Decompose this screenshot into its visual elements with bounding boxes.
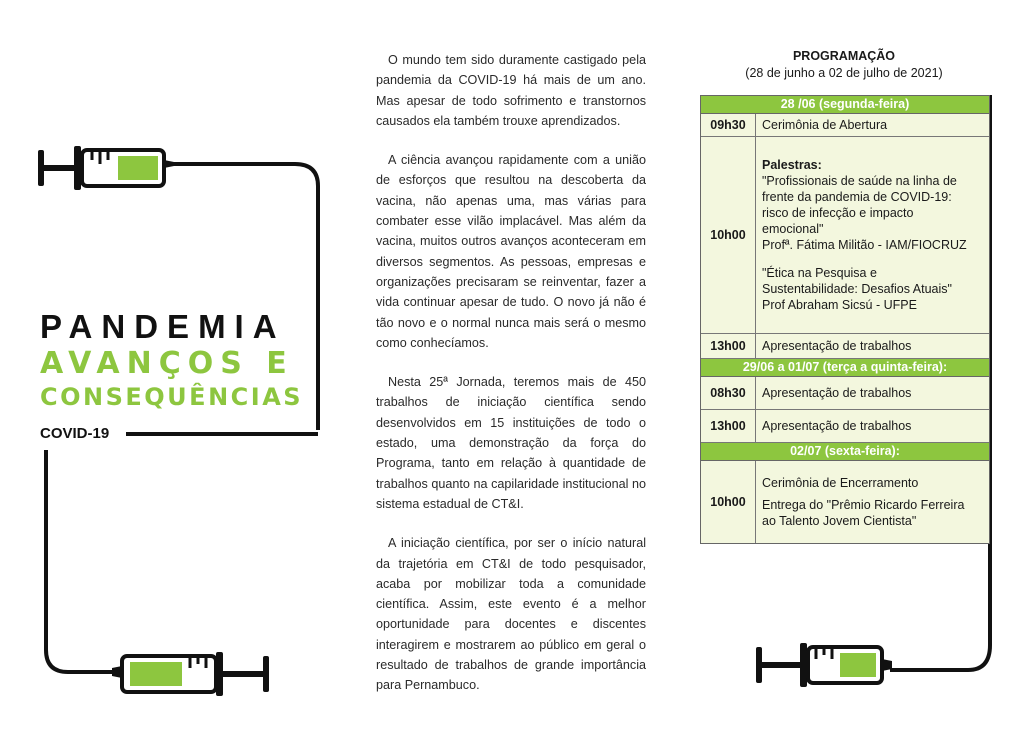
schedule-table xyxy=(700,95,990,544)
time-cell: 10h00 xyxy=(701,137,756,333)
paragraph: A iniciação científica, por ser o início natural da trajetória em CT&I de todo pesquisador, acaba por mobilizar toda a comunidade científica. Assim, este evento é a melhor oportunidade para docentes e discentes interagirem e mostrarem ao público em geral o resultado de trabalhos de grande importância para Pernambuco. xyxy=(376,536,646,693)
desc-cell xyxy=(756,410,989,442)
desc-text: Apresentação de trabalhos xyxy=(762,386,912,400)
table-row xyxy=(701,461,989,543)
paragraph: Nesta 25ª Jornada, teremos mais de 450 trabalhos de iniciação científica sendo desenvolvidos em 15 instituições de todo o estado, uma demonstração da força do Programa, tanto em relação à quantidade de trabalhos quanto na capilaridade institucional no sistema estadual de CT&I. xyxy=(376,375,646,511)
desc-cell xyxy=(756,137,989,333)
table-row xyxy=(701,334,989,359)
desc-cell xyxy=(756,334,989,358)
title-avancos: AVANÇOS E xyxy=(40,346,294,381)
day-header: 28 /06 (segunda-feira) xyxy=(701,96,989,114)
syringe-bottom-left-icon xyxy=(112,652,269,696)
day-header: 29/06 a 01/07 (terça a quinta-feira): xyxy=(701,359,989,377)
time-cell: 10h00 xyxy=(701,461,756,543)
program-dates: (28 de junho a 02 de julho de 2021) xyxy=(745,66,943,80)
talk-title: "Profissionais de saúde na linha de xyxy=(762,174,957,188)
desc-text: Entrega do "Prêmio Ricardo Ferreira xyxy=(762,498,965,512)
desc-text: Cerimônia de Encerramento xyxy=(762,476,919,490)
table-row xyxy=(701,137,989,334)
syringe-bottom-right-icon xyxy=(756,643,892,687)
day-header: 02/07 (sexta-feira): xyxy=(701,443,989,461)
time-cell: 08h30 xyxy=(701,377,756,409)
desc-cell xyxy=(756,114,989,136)
syringe-top-left-icon xyxy=(38,146,174,190)
paragraph: A ciência avançou rapidamente com a união de esforços que resultou na descoberta da vacina, não apenas uma, mas várias para combater esse vilão implacável. Mas além da vacina, muitos outros avanços aconteceram em diversos segmentos. As pessoas, empresas e organizações precisaram se reinventar, fazer a vida continuar apesar de tudo. O novo já não é tão novo e o normal nunca mais será o mesmo como conhecíamos. xyxy=(376,153,646,350)
desc-text: Apresentação de trabalhos xyxy=(762,419,912,433)
title-pandemia: PANDEMIA xyxy=(40,308,286,345)
subtitle-covid: COVID-19 xyxy=(40,425,110,442)
talk-speaker: Profª. Fátima Militão - IAM/FIOCRUZ xyxy=(762,238,967,252)
table-row xyxy=(701,410,989,443)
talks-heading: Palestras: xyxy=(762,158,822,172)
desc-cell xyxy=(756,461,989,543)
paragraph: O mundo tem sido duramente castigado pela pandemia da COVID-19 há mais de um ano. Mas apesar de todo sofrimento e transtornos causados ela também trouxe aprendizados. xyxy=(376,53,646,128)
talk-speaker: Prof Abraham Sicsú - UFPE xyxy=(762,298,917,312)
talk-title: "Ética na Pesquisa e xyxy=(762,266,877,280)
time-cell: 09h30 xyxy=(701,114,756,136)
intro-text xyxy=(376,50,646,715)
desc-text: Apresentação de trabalhos xyxy=(762,339,912,353)
table-row xyxy=(701,114,989,137)
talk-title: emocional" xyxy=(762,222,824,236)
talk-title: risco de infecção e impacto xyxy=(762,206,914,220)
desc-text: ao Talento Jovem Cientista" xyxy=(762,514,917,528)
time-cell: 13h00 xyxy=(701,334,756,358)
talk-title: frente da pandemia de COVID-19: xyxy=(762,190,952,204)
desc-text: Cerimônia de Abertura xyxy=(762,118,888,132)
talk-title: Sustentabilidade: Desafios Atuais" xyxy=(762,282,952,296)
time-cell: 13h00 xyxy=(701,410,756,442)
program-title: PROGRAMAÇÃO xyxy=(792,49,896,63)
title-consequencias: CONSEQUÊNCIAS xyxy=(40,383,304,411)
table-row xyxy=(701,377,989,410)
desc-cell xyxy=(756,377,989,409)
